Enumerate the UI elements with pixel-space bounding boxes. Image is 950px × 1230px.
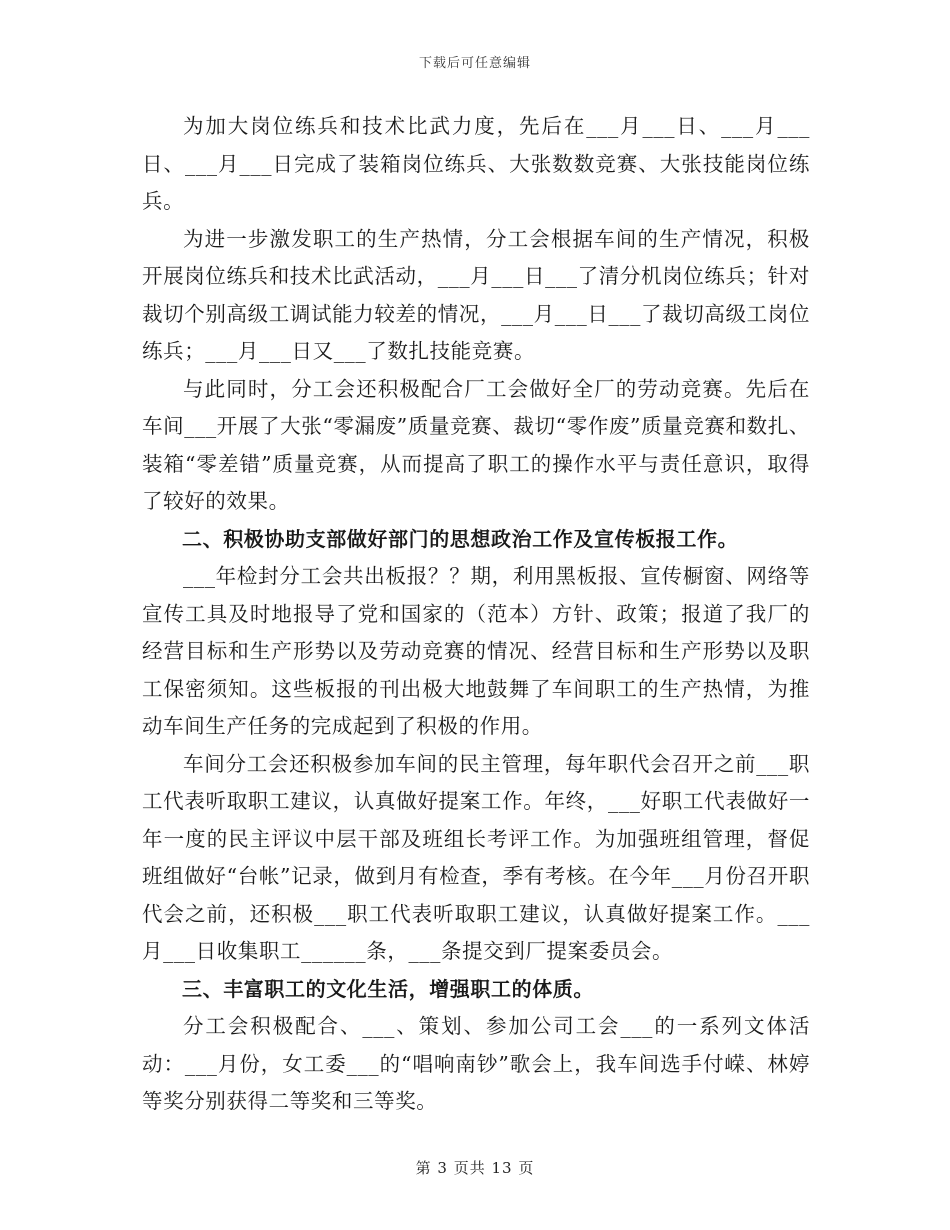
paragraph-5: 车间分工会还积极参加车间的民主管理，每年职代会召开之前___职工代表听取职工建议，认真做好提案工作。年终，___好职工代表做好一年一度的民主评议中层干部及班组长考评工作。为加强班组管理，督促班组做好“台帐”记录，做到月有检查，季有考核。在今年___月份召开职代会之前，还积极___职工代表听取职工建议，认真做好提案工作。___月___日收集职工______条，___条提交到厂提案委员会。: [142, 751, 810, 963]
paragraph-2: 为进一步激发职工的生产热情，分工会根据车间的生产情况，积极开展岗位练兵和技术比武活动，___月___日___了清分机岗位练兵；针对裁切个别高级工调试能力较差的情况，___月___日___了裁切高级工岗位练兵；___月___日又___了数扎技能竞赛。: [142, 226, 810, 363]
paragraph-4: ___年检封分工会共出板报？？期，利用黑板报、宣传橱窗、网络等宣传工具及时地报导了党和国家的（范本）方针、政策；报道了我厂的经营目标和生产形势以及劳动竞赛的情况、经营目标和生产形势以及职工保密须知。这些板报的刊出极大地鼓舞了车间职工的生产热情，为推动车间生产任务的完成起到了积极的作用。: [142, 564, 810, 738]
document-body: [142, 108, 810, 1121]
page-number: 第 3 页共 13 页: [415, 1159, 535, 1177]
page-header: 下载后可任意编辑: [418, 56, 531, 71]
paragraph-3: 与此同时，分工会还积极配合厂工会做好全厂的劳动竞赛。先后在车间___开展了大张“零漏废”质量竞赛、裁切“零作废”质量竞赛和数扎、装箱“零差错”质量竞赛，从而提高了职工的操作水平与责任意识，取得了较好的效果。: [142, 376, 810, 513]
section-heading-3: 三、丰富职工的文化生活，增强职工的体质。: [182, 976, 594, 1001]
paragraph-6: 分工会积极配合、___、策划、参加公司工会___的一系列文体活动：___月份，女工委___的“唱响南钞”歌会上，我车间选手付嵘、林婷等奖分别获得二等奖和三等奖。: [142, 1014, 810, 1113]
section-heading-2: 二、积极协助支部做好部门的思想政治工作及宣传板报工作。: [182, 526, 739, 551]
paragraph-1: 为加大岗位练兵和技术比武力度，先后在___月___日、___月___日、___月___日完成了装箱岗位练兵、大张数数竞赛、大张技能岗位练兵。: [142, 114, 810, 213]
